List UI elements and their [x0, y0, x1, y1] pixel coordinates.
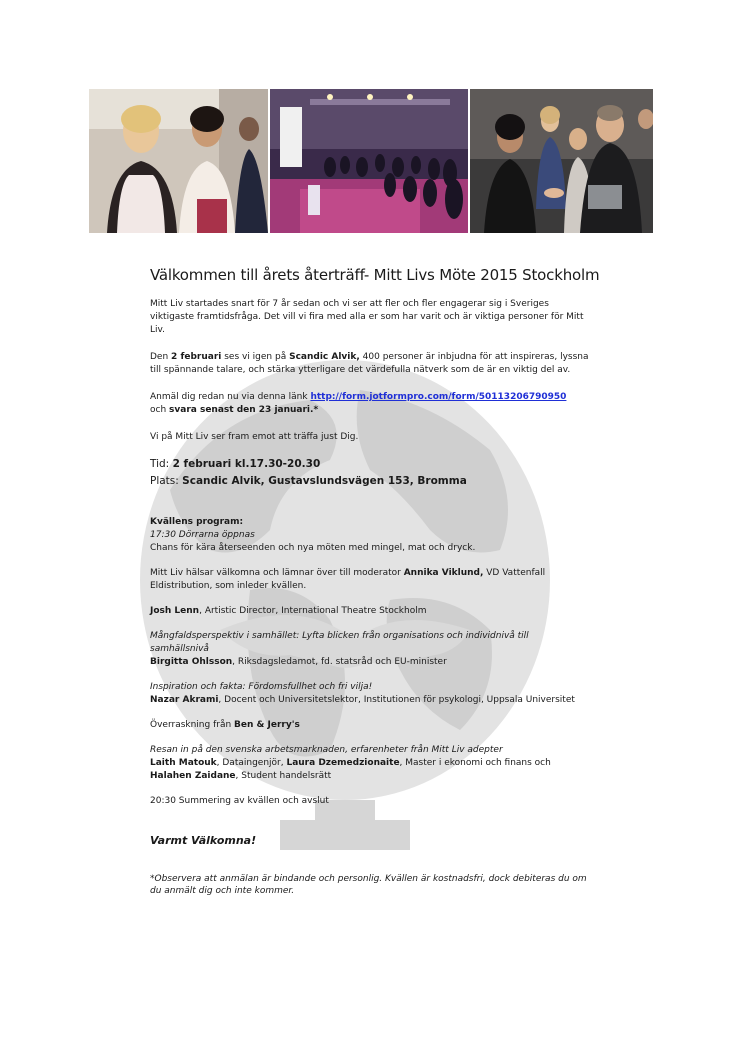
- header-photo-strip: [89, 89, 653, 233]
- program-speaker-josh: Josh Lenn, Artistic Director, International Theatre Stockholm: [150, 606, 427, 616]
- intro-paragraph: Mitt Liv startades snart för 7 år sedan och vi ser att fler och fler engagerar sig i Sveriges viktigaste framtidsfråga. Det vill vi fira med alla er som har varit och är viktiga personer för Mitt Liv.: [150, 299, 584, 335]
- program-adepts: Laith Matouk, Dataingenjör, Laura Dzemedzionaite, Master i ekonomi och finans och Halahen Zaidane, Student handelsrätt: [150, 758, 551, 781]
- registration-deadline: svara senast den 23 januari.*: [169, 405, 319, 415]
- program-speaker-birgitta: Birgitta Ohlsson, Riksdagsledamot, fd. statsråd och EU-minister: [150, 657, 447, 667]
- program-diversity-title: Mångfaldsperspektiv i samhället: Lyfta blicken från organisations och individnivå till samhällsnivå: [150, 631, 529, 654]
- event-venue: Scandic Alvik,: [289, 352, 360, 362]
- program-host: Mitt Liv hälsar välkomna och lämnar över till moderator Annika Viklund, VD Vattenfall Eldistribution, som inleder kvällen.: [150, 568, 546, 591]
- event-date: 2 februari: [171, 352, 222, 362]
- page-title: Välkommen till årets återträff- Mitt Livs Möte 2015 Stockholm: [150, 266, 600, 284]
- program-summary: 20:30 Summering av kvällen och avslut: [150, 796, 329, 806]
- program-journey-title: Resan in på den svenska arbetsmarknaden, erfarenheter från Mitt Liv adepter: [150, 745, 503, 755]
- networking-handshake-photo: [470, 89, 653, 233]
- invite-paragraph: Den 2 februari ses vi igen på Scandic Alvik, 400 personer är inbjudna för att inspireras, lyssna till spännande talare, och stärka ytterligare det värdefulla nätverk som de är en viktig del av.: [150, 352, 589, 375]
- program-heading: Kvällens program:: [150, 517, 244, 527]
- welcome-text: Varmt Välkomna!: [150, 834, 257, 847]
- register-paragraph: Anmäl dig redan nu via denna länk http://form.jotformpro.com/form/50113206790950 och svara senast den 23 januari.*: [150, 392, 567, 415]
- registration-link[interactable]: http://form.jotformpro.com/form/50113206790950: [310, 392, 567, 402]
- invitation-body: [150, 266, 600, 897]
- footnote: *Observera att anmälan är bindande och personlig. Kvällen är kostnadsfri, dock debiteras du om du anmält dig och inte kommer.: [150, 874, 587, 896]
- program-speaker-nazar: Nazar Akrami, Docent och Universitetslektor, Institutionen för psykologi, Uppsala Universitet: [150, 695, 575, 705]
- program-doors: 17:30 Dörrarna öppnas: [150, 530, 255, 540]
- conference-hall-photo: [270, 89, 468, 233]
- event-place: Plats: Scandic Alvik, Gustavslundsvägen 153, Bromma: [150, 475, 467, 487]
- program-doors-desc: Chans för kära återseenden och nya möten med mingel, mat och dryck.: [150, 543, 476, 553]
- closing-line: Vi på Mitt Liv ser fram emot att träffa just Dig.: [150, 432, 359, 442]
- event-time: Tid: 2 februari kl.17.30-20.30: [150, 458, 321, 470]
- program-surprise: Överraskning från Ben & Jerry's: [150, 720, 300, 730]
- program-inspiration-title: Inspiration och fakta: Fördomsfullhet och fri vilja!: [150, 682, 373, 692]
- conference-people-photo: [89, 89, 268, 233]
